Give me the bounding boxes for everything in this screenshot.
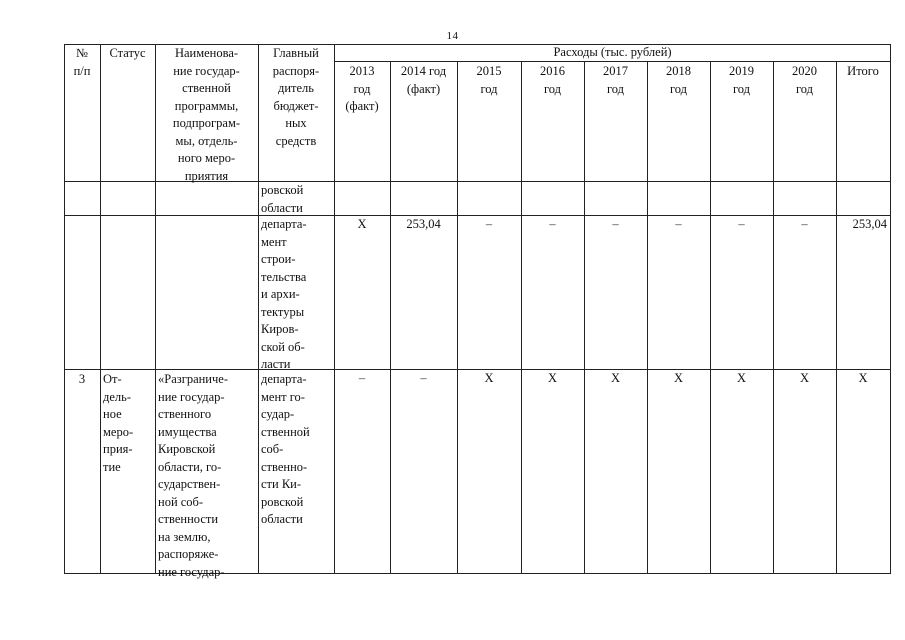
row-2-manager: департа- мент строи- тельства и архи- тектуры Киров- ской об- ласти <box>261 217 307 371</box>
col-divider <box>773 62 774 574</box>
row-3-value-total: Х <box>858 371 868 385</box>
row-2-value-2014: 253,04 <box>406 217 441 231</box>
row-3-value-2016: Х <box>547 371 558 385</box>
row-2-value-2015: – <box>485 217 493 231</box>
row-3-value-2013: – <box>358 371 366 385</box>
header-status: Статус <box>109 46 146 60</box>
expenses-table <box>64 44 891 579</box>
header-year-2018: 2018 год <box>666 64 691 96</box>
header-name: Наименова- ние государ- ственной программы, подпрограм- мы, отдель- ного меро- приятия <box>172 46 241 183</box>
row-3-value-2020: Х <box>799 371 810 385</box>
page-number: 14 <box>446 30 459 42</box>
header-year-2015: 2015 год <box>476 64 502 96</box>
col-divider <box>647 62 648 574</box>
table-right-border <box>890 44 891 574</box>
row-2-value-2013: Х <box>357 217 367 231</box>
header-total: Итого <box>847 64 879 78</box>
header-year-2017: 2017 год <box>603 64 628 96</box>
table-left-border <box>64 44 65 574</box>
row-3-value-2014: – <box>420 371 427 385</box>
row-2-value-total: 253,04 <box>852 217 887 231</box>
row-3-num: 3 <box>78 372 86 386</box>
col-divider <box>100 44 101 574</box>
header-year-2016: 2016 год <box>540 64 565 96</box>
row-2-value-2020: – <box>801 217 808 231</box>
row-3-value-2018: Х <box>673 371 684 385</box>
header-manager: Главный распоря- дитель бюджет- ных средств <box>272 46 320 148</box>
row-2-value-2018: – <box>675 217 682 231</box>
col-divider <box>836 62 837 574</box>
header-num: № п/п <box>73 46 91 78</box>
header-year-2014: 2014 год (факт) <box>400 64 447 96</box>
header-year-2019: 2019 год <box>729 64 754 96</box>
row-2-value-2019: – <box>738 217 745 231</box>
row-3-manager: департа- мент го- судар- ственной соб- ственно- сти Ки- ровской области <box>261 372 310 526</box>
row-1-manager: ровской области <box>261 183 304 215</box>
col-divider <box>521 62 522 574</box>
col-divider <box>710 62 711 574</box>
col-divider <box>334 44 335 574</box>
row-3-status: От- дель- ное меро- прия- тие <box>103 372 134 474</box>
row-3-name: «Разграниче- ние государ- ственного имущества Кировской области, го- сударствен- ной соб- ственности на землю, распоряже- ние государ- <box>158 372 228 579</box>
row-3-value-2019: Х <box>736 371 747 385</box>
row-2-value-2017: – <box>612 217 619 231</box>
col-divider <box>457 62 458 574</box>
row-2-value-2016: – <box>549 217 556 231</box>
row-3-value-2017: Х <box>610 371 621 385</box>
header-year-2020: 2020 год <box>792 64 817 96</box>
header-year-2013: 2013 год (факт) <box>345 64 379 113</box>
header-expenses-title: Расходы (тыс. рублей) <box>553 45 672 59</box>
row-3-value-2015: Х <box>484 371 494 385</box>
col-divider <box>390 62 391 574</box>
col-divider <box>584 62 585 574</box>
